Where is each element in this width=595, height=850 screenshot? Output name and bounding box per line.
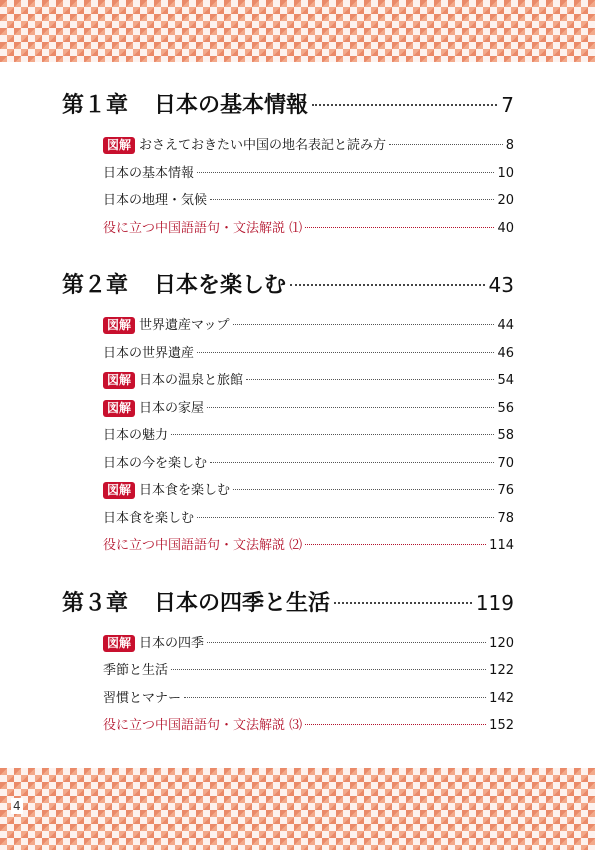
entry-title: 日本の地理・気候 — [103, 193, 208, 208]
entry-title: 日本食を楽しむ — [139, 483, 231, 498]
entry-title: 役に立つ中国語語句・文法解説 ⑶ — [103, 718, 303, 733]
chapter-page: 43 — [488, 273, 514, 297]
leader-dots — [305, 227, 494, 228]
entry-page: 122 — [489, 663, 514, 678]
chapter-number: 第１章 — [62, 93, 129, 118]
leader-dots — [207, 407, 494, 408]
entry-title: 日本の世界遺産 — [103, 345, 195, 361]
leader-dots — [305, 544, 486, 545]
entry-page: 40 — [497, 220, 514, 236]
entry-title: 日本食を楽しむ — [103, 510, 195, 526]
leader-dots — [171, 669, 486, 670]
toc-entry[interactable] — [103, 134, 514, 162]
toc-entry[interactable] — [103, 162, 514, 190]
chapter-number: 第３章 — [62, 590, 129, 616]
chapter-number: 第２章 — [62, 273, 129, 298]
entry-page: 44 — [497, 318, 514, 333]
leader-dots — [389, 144, 503, 145]
entry-page: 58 — [497, 428, 514, 443]
entry-title: 日本の家屋 — [139, 400, 205, 416]
entry-page: 46 — [497, 345, 514, 361]
toc-entry[interactable] — [103, 397, 514, 425]
zukai-badge: 図解 — [103, 372, 135, 389]
entry-title: 日本の基本情報 — [103, 165, 195, 181]
entry-page: 10 — [497, 165, 514, 181]
zukai-badge: 図解 — [103, 400, 135, 417]
entry-page: 8 — [505, 138, 514, 153]
entry-list — [103, 134, 514, 244]
grammar-entry[interactable] — [103, 217, 514, 245]
chapter-title: 日本の四季と生活 — [154, 590, 331, 616]
leader-dots — [246, 379, 494, 380]
toc-entry[interactable] — [103, 314, 514, 342]
leader-dots — [312, 104, 497, 106]
leader-dots — [197, 172, 494, 173]
leader-dots — [290, 284, 485, 286]
toc-entry[interactable] — [103, 479, 514, 507]
entry-title: 季節と生活 — [103, 663, 169, 678]
leader-dots — [233, 324, 495, 325]
entry-title: おさえておきたい中国の地名表記と読み方 — [139, 138, 387, 153]
page-number: 4 — [13, 799, 21, 813]
entry-page: 54 — [497, 373, 514, 388]
toc-entry[interactable] — [103, 189, 514, 217]
entry-page: 142 — [489, 690, 514, 706]
zukai-badge: 図解 — [103, 635, 135, 652]
chapter-title: 日本の基本情報 — [154, 93, 309, 118]
chapter-page: 7 — [501, 93, 514, 117]
leader-dots — [305, 724, 486, 725]
entry-page: 152 — [489, 718, 514, 733]
toc-entry[interactable] — [103, 632, 514, 660]
chapter-3 — [62, 586, 514, 742]
entry-page: 120 — [489, 635, 514, 651]
chapter-heading[interactable] — [62, 268, 514, 312]
entry-title: 日本の今を楽しむ — [103, 455, 208, 471]
entry-title: 習慣とマナー — [103, 690, 182, 706]
leader-dots — [334, 602, 472, 604]
entry-title: 日本の四季 — [139, 635, 205, 651]
leader-dots — [210, 199, 494, 200]
leader-dots — [210, 462, 494, 463]
leader-dots — [197, 517, 494, 518]
table-of-contents — [62, 88, 514, 766]
leader-dots — [233, 489, 494, 490]
grammar-entry[interactable] — [103, 534, 514, 562]
toc-entry[interactable] — [103, 424, 514, 452]
entry-page: 56 — [497, 400, 514, 416]
chapter-2 — [62, 268, 514, 562]
chapter-heading[interactable] — [62, 88, 514, 132]
entry-page: 20 — [497, 193, 514, 208]
toc-entry[interactable] — [103, 452, 514, 480]
entry-title: 役に立つ中国語語句・文法解説 ⑵ — [103, 538, 303, 553]
decorative-pattern-top — [0, 0, 595, 62]
entry-title: 日本の魅力 — [103, 428, 169, 443]
zukai-badge: 図解 — [103, 317, 135, 334]
chapter-1 — [62, 88, 514, 244]
toc-entry[interactable] — [103, 342, 514, 370]
toc-entry[interactable] — [103, 687, 514, 715]
toc-entry[interactable] — [103, 507, 514, 535]
entry-page: 78 — [497, 510, 514, 526]
toc-entry[interactable] — [103, 659, 514, 687]
chapter-heading[interactable] — [62, 586, 514, 630]
leader-dots — [207, 642, 486, 643]
entry-page: 76 — [497, 483, 514, 498]
entry-title: 世界遺産マップ — [139, 318, 230, 333]
chapter-page: 119 — [475, 590, 514, 615]
leader-dots — [197, 352, 494, 353]
entry-title: 役に立つ中国語語句・文法解説 ⑴ — [103, 220, 303, 236]
entry-list — [103, 632, 514, 742]
entry-list — [103, 314, 514, 562]
toc-entry[interactable] — [103, 369, 514, 397]
zukai-badge: 図解 — [103, 137, 135, 154]
entry-page: 70 — [497, 455, 514, 471]
entry-page: 114 — [489, 538, 514, 553]
leader-dots — [184, 697, 486, 698]
grammar-entry[interactable] — [103, 714, 514, 742]
entry-title: 日本の温泉と旅館 — [139, 373, 244, 388]
leader-dots — [171, 434, 494, 435]
decorative-pattern-bottom — [0, 768, 595, 850]
chapter-title: 日本を楽しむ — [154, 273, 287, 298]
zukai-badge: 図解 — [103, 482, 135, 499]
